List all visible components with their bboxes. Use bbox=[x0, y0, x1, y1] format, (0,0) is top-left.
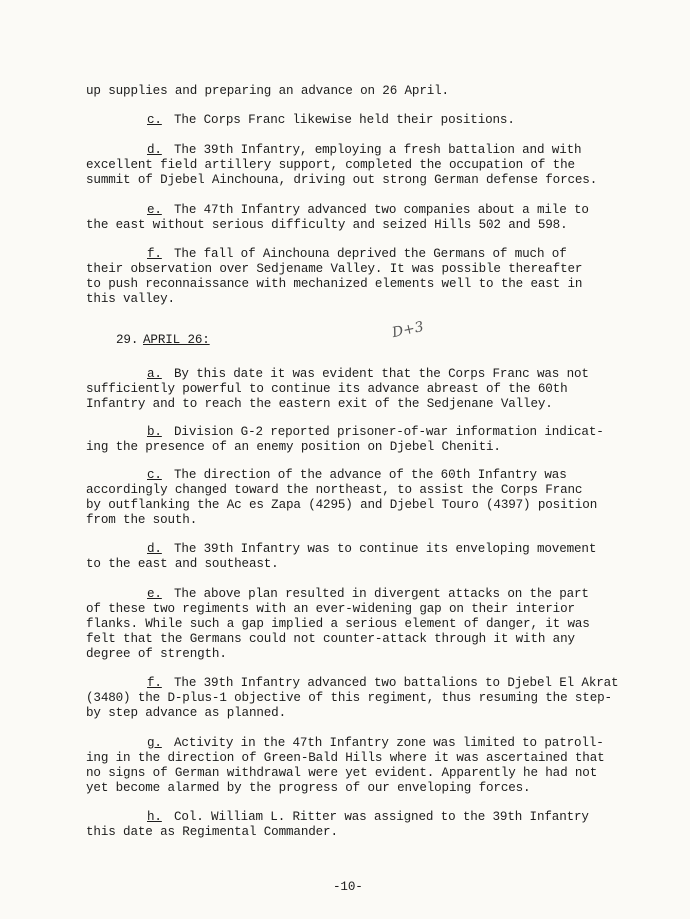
text-line: The Corps Franc likewise held their positions. bbox=[174, 113, 515, 127]
paragraph-letter: a. bbox=[147, 367, 162, 381]
text-line: this date as Regimental Commander. bbox=[86, 825, 338, 839]
handwritten-note: D+3 bbox=[390, 318, 426, 342]
text-line: (3480) the D-plus-1 objective of this regiment, thus resuming the step- bbox=[86, 691, 612, 705]
text-line: to the east and southeast. bbox=[86, 557, 279, 571]
text-line: excellent field artillery support, completed the occupation of the bbox=[86, 158, 575, 172]
text-line: no signs of German withdrawal were yet evident. Apparently he had not bbox=[86, 766, 598, 780]
paragraph-letter: c. bbox=[147, 468, 162, 482]
text-line: Activity in the 47th Infantry zone was limited to patroll- bbox=[174, 736, 604, 750]
paragraph-letter: h. bbox=[147, 810, 162, 824]
text-line: The above plan resulted in divergent attacks on the part bbox=[174, 587, 589, 601]
text-line: their observation over Sedjename Valley. It was possible thereafter bbox=[86, 262, 583, 276]
text-line: flanks. While such a gap implied a serious element of danger, it was bbox=[86, 617, 590, 631]
text-line: The fall of Ainchouna deprived the Germans of much of bbox=[174, 247, 567, 261]
page-number: -10- bbox=[333, 880, 363, 894]
text-line: up supplies and preparing an advance on 26 April. bbox=[86, 84, 449, 98]
text-line: ing in the direction of Green-Bald Hills where it was ascertained that bbox=[86, 751, 605, 765]
paragraph-letter: f. bbox=[147, 247, 162, 261]
text-line: from the south. bbox=[86, 513, 198, 527]
text-line: The 39th Infantry advanced two battalions to Djebel El Akrat bbox=[174, 676, 619, 690]
paragraph-letter: e. bbox=[147, 203, 162, 217]
text-line: The 39th Infantry was to continue its enveloping movement bbox=[174, 542, 597, 556]
text-line: Col. William L. Ritter was assigned to the 39th Infantry bbox=[174, 810, 589, 824]
text-line: this valley. bbox=[86, 292, 175, 306]
text-line: felt that the Germans could not counter-attack through it with any bbox=[86, 632, 575, 646]
paragraph-letter: d. bbox=[147, 542, 162, 556]
text-line: degree of strength. bbox=[86, 647, 227, 661]
text-line: ing the presence of an enemy position on Djebel Cheniti. bbox=[86, 440, 501, 454]
paragraph-letter: c. bbox=[147, 113, 162, 127]
text-line: yet become alarmed by the progress of our enveloping forces. bbox=[86, 781, 531, 795]
text-line: Division G-2 reported prisoner-of-war information indicat- bbox=[174, 425, 604, 439]
text-line: By this date it was evident that the Corps Franc was not bbox=[174, 367, 589, 381]
text-line: summit of Djebel Ainchouna, driving out strong German defense forces. bbox=[86, 173, 598, 187]
paragraph-letter: d. bbox=[147, 143, 162, 157]
text-line: sufficiently powerful to continue its advance abreast of the 60th bbox=[86, 382, 568, 396]
text-line: Infantry and to reach the eastern exit of the Sedjenane Valley. bbox=[86, 397, 553, 411]
section-number: 29. bbox=[116, 333, 139, 347]
text-line: the east without serious difficulty and seized Hills 502 and 598. bbox=[86, 218, 568, 232]
text-line: The 39th Infantry, employing a fresh battalion and with bbox=[174, 143, 582, 157]
text-line: of these two regiments with an ever-widening gap on their interior bbox=[86, 602, 575, 616]
paragraph-letter: f. bbox=[147, 676, 162, 690]
section-heading: APRIL 26: bbox=[143, 333, 210, 347]
text-line: by step advance as planned. bbox=[86, 706, 287, 720]
text-line: accordingly changed toward the northeast, to assist the Corps Franc bbox=[86, 483, 583, 497]
text-line: The 47th Infantry advanced two companies about a mile to bbox=[174, 203, 589, 217]
paragraph-letter: e. bbox=[147, 587, 162, 601]
text-line: by outflanking the Ac es Zapa (4295) and Djebel Touro (4397) position bbox=[86, 498, 598, 512]
paragraph-letter: b. bbox=[147, 425, 162, 439]
text-line: The direction of the advance of the 60th Infantry was bbox=[174, 468, 567, 482]
text-line: to push reconnaissance with mechanized elements well to the east in bbox=[86, 277, 583, 291]
paragraph-letter: g. bbox=[147, 736, 162, 750]
